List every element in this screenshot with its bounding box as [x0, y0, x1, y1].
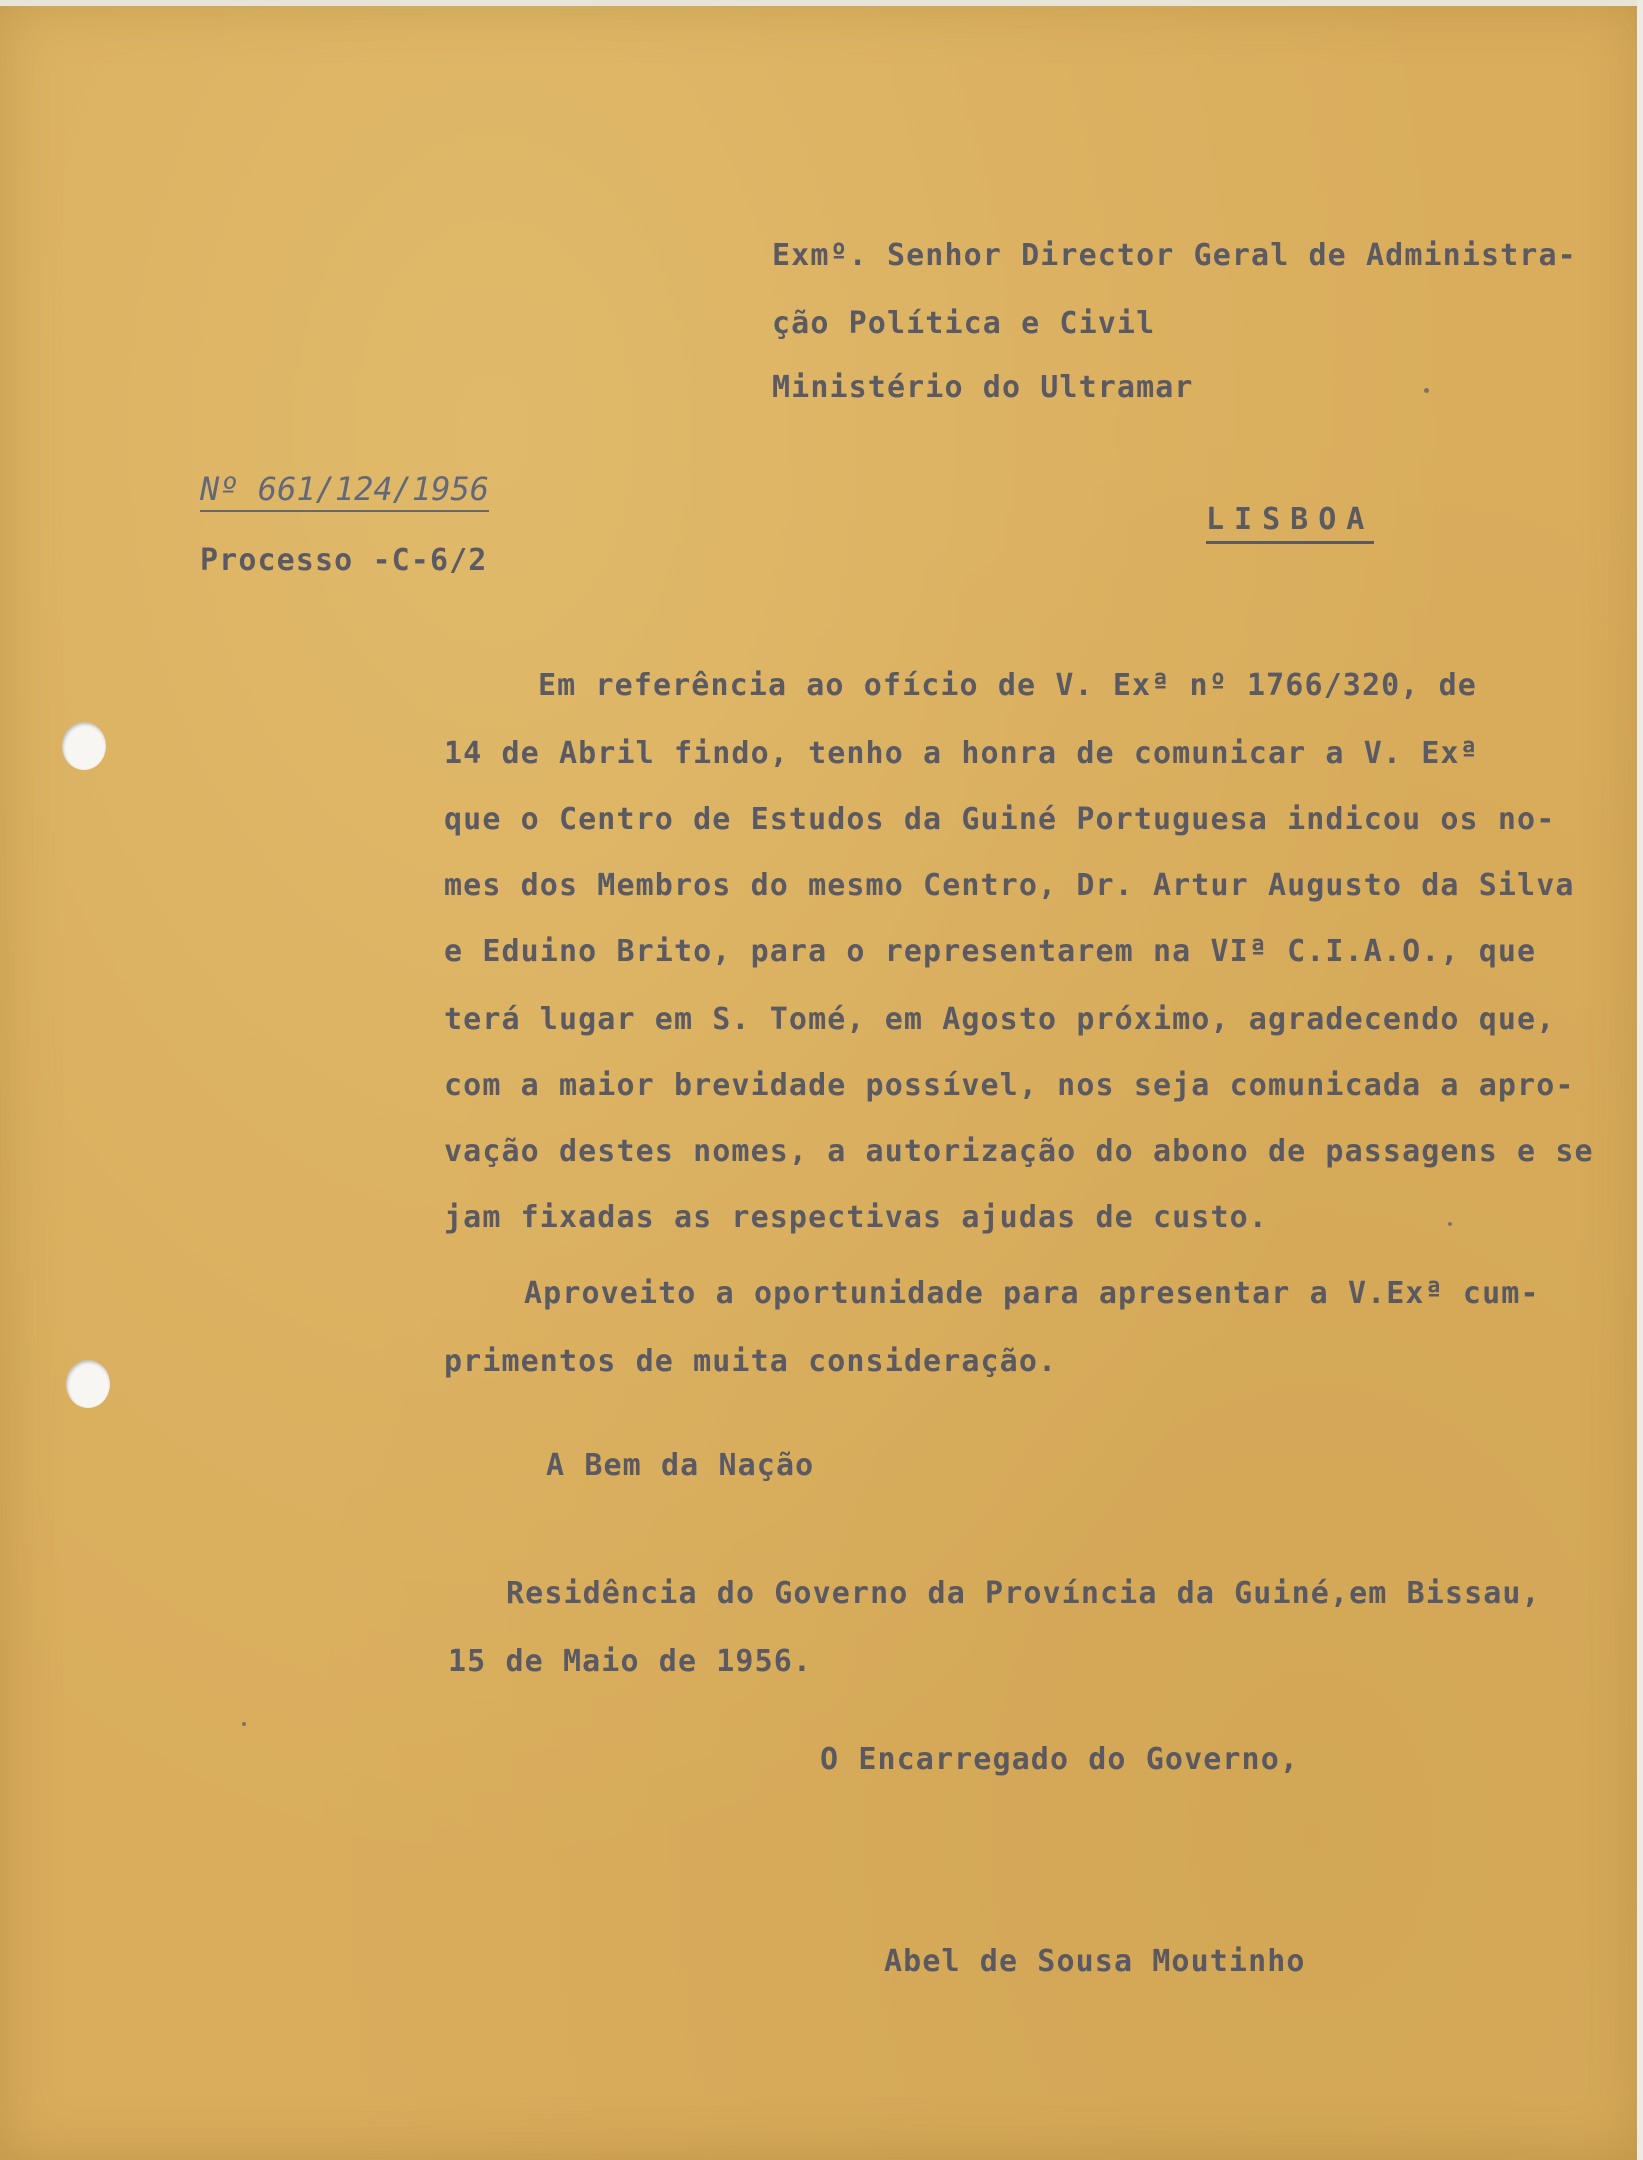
body-line-9: jam fixadas as respectivas ajudas de custo. — [444, 1200, 1268, 1235]
courtesy-line-2: primentos de muita consideração. — [444, 1344, 1058, 1379]
addressee-line-3: Ministério do Ultramar — [772, 370, 1194, 405]
body-line-2: 14 de Abril findo, tenho a honra de comunicar a V. Exª — [444, 736, 1479, 771]
process-number: Processo -C-6/2 — [200, 543, 488, 578]
body-line-3: que o Centro de Estudos da Guiné Portuguesa indicou os no- — [444, 802, 1556, 837]
addressee-line-1: Exmº. Senhor Director Geral de Administra- — [772, 238, 1577, 273]
punch-hole-bottom — [66, 1360, 110, 1408]
closing-salutation: A Bem da Nação — [546, 1448, 815, 1483]
ink-speck — [1424, 388, 1429, 393]
reference-number: Nº 661/124/1956 — [200, 470, 489, 512]
destination-city: LISBOA — [1206, 502, 1374, 544]
page-right-edge — [1637, 0, 1643, 2160]
addressee-line-2: ção Política e Civil — [772, 306, 1156, 341]
body-line-5: e Eduino Brito, para o representarem na VIª C.I.A.O., que — [444, 934, 1537, 969]
courtesy-line-1: Aproveito a oportunidade para apresentar a V.Exª cum- — [524, 1276, 1540, 1311]
ink-speck — [242, 1722, 246, 1726]
body-line-1: Em referência ao ofício de V. Exª nº 1766/320, de — [538, 668, 1477, 703]
body-line-8: vação destes nomes, a autorização do abono de passagens e se — [444, 1134, 1594, 1169]
date-line: 15 de Maio de 1956. — [448, 1644, 813, 1679]
body-line-7: com a maior brevidade possível, nos seja comunicada a apro- — [444, 1068, 1575, 1103]
body-line-4: mes dos Membros do mesmo Centro, Dr. Artur Augusto da Silva — [444, 868, 1575, 903]
signer-name: Abel de Sousa Moutinho — [884, 1944, 1306, 1979]
body-line-6: terá lugar em S. Tomé, em Agosto próximo, agradecendo que, — [444, 1002, 1556, 1037]
page-top-edge — [0, 0, 1643, 6]
signer-title: O Encarregado do Governo, — [820, 1742, 1300, 1777]
place-line: Residência do Governo da Província da Guiné,em Bissau, — [506, 1576, 1541, 1611]
punch-hole-top — [62, 722, 106, 770]
ink-speck — [1448, 1222, 1452, 1226]
